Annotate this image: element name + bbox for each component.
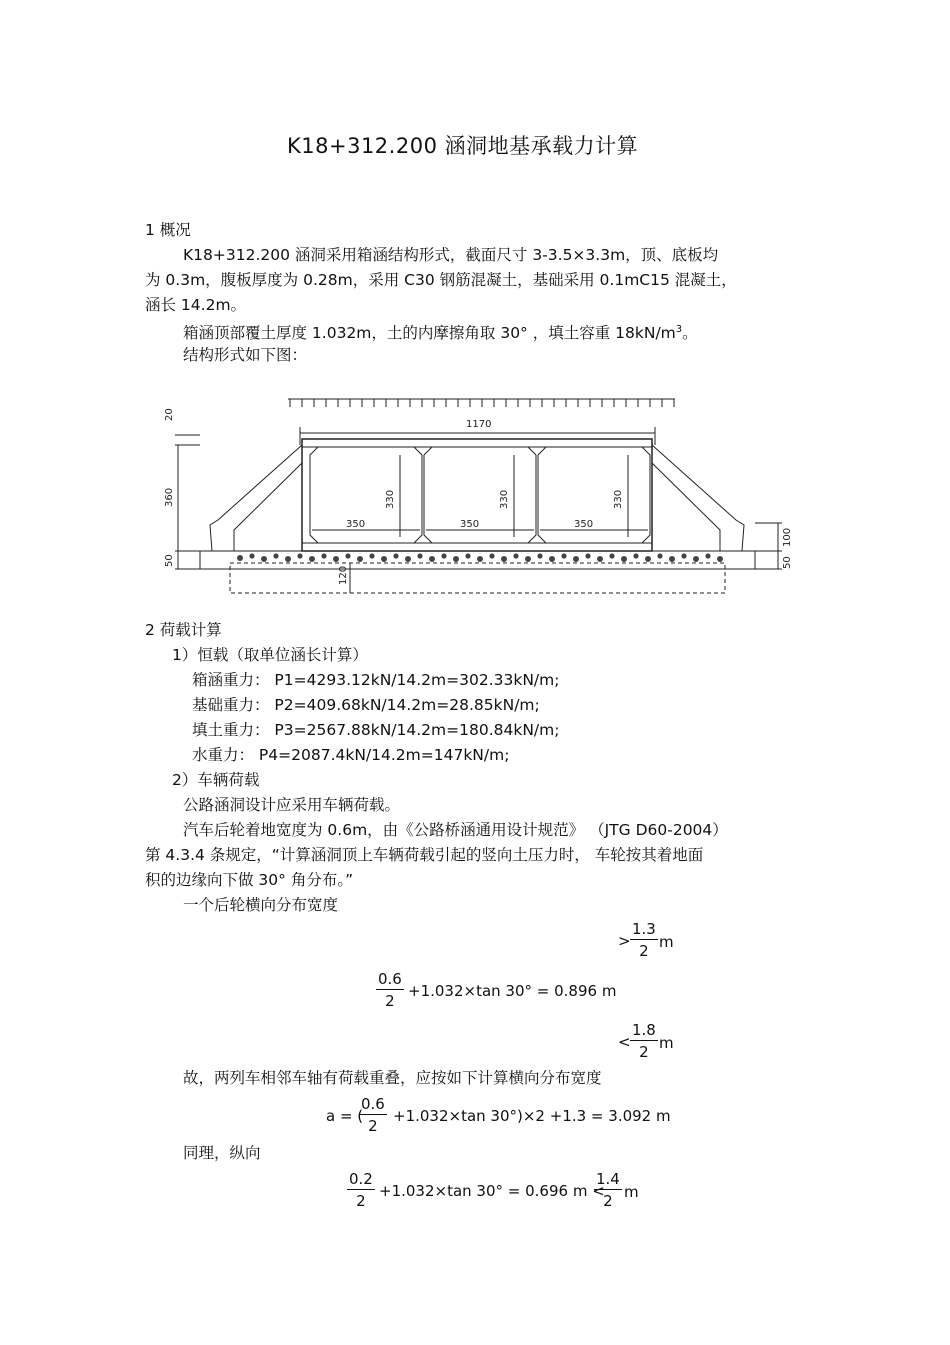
eq1-unit: m	[659, 1034, 674, 1052]
section1-paragraph-line: 涵长 14.2m。	[145, 296, 247, 314]
eq1-lt: <	[618, 1033, 631, 1051]
eq3-numerator: 1.4	[596, 1170, 620, 1188]
overlap-line: 故，两列车相邻车轴有荷载重叠，应按如下计算横向分布宽度	[183, 1069, 602, 1087]
dim-label-50-left: 50	[164, 554, 175, 567]
dim-label-total: 1170	[466, 419, 492, 430]
eq2-prefix: a = (	[326, 1107, 364, 1125]
eq1-fraction-a	[630, 920, 658, 960]
longitudinal-line: 同理，纵向	[183, 1144, 261, 1162]
load-p2: 基础重力： P2=409.68kN/14.2m=28.85kN/m;	[192, 696, 540, 714]
wing-wall-left	[210, 445, 302, 551]
cell-left	[310, 447, 422, 543]
eq3-numerator: 0.2	[349, 1170, 373, 1188]
eq1-fraction-b	[376, 970, 404, 1010]
eq1-numerator: 1.3	[632, 920, 656, 938]
eq2-numerator: 0.6	[361, 1095, 385, 1113]
eq3-denominator: 2	[603, 1192, 613, 1210]
dim-label-360: 360	[164, 487, 175, 507]
vehicle-line: 一个后轮横向分布宽度	[183, 896, 339, 914]
section1-paragraph-line: K18+312.200 涵洞采用箱涵结构形式，截面尺寸 3-3.5×3.3m，顶、底板均	[183, 246, 719, 264]
dead-load-heading: 1）恒载（取单位涵长计算）	[172, 646, 368, 664]
eq3-fraction-2	[594, 1170, 622, 1210]
vehicle-line: 汽车后轮着地宽度为 0.6m，由《公路桥涵通用设计规范》 （JTG D60-2004）	[183, 821, 728, 839]
eq1-denominator: 2	[639, 1043, 649, 1061]
eq2-body: +1.032×tan 30°)×2 +1.3 = 3.092 m	[393, 1107, 671, 1125]
dim-label-100: 100	[782, 527, 793, 547]
vehicle-line: 公路涵洞设计应采用车辆荷载。	[183, 796, 401, 814]
culvert-cross-section-drawing	[150, 375, 800, 610]
eq1-fraction-c	[630, 1021, 658, 1061]
eq3-fraction	[347, 1170, 375, 1210]
eq3-body: +1.032×tan 30° = 0.696 m <	[379, 1182, 605, 1200]
eq1-numerator: 1.8	[632, 1021, 656, 1039]
section1-soil-line	[183, 320, 698, 343]
ground-hatch	[290, 399, 674, 407]
page-title: K18+312.200 涵洞地基承载力计算	[287, 134, 639, 158]
dim-label-cell-width: 350	[460, 519, 480, 530]
wing-wall-right	[652, 445, 744, 551]
vehicle-load-heading: 2）车辆荷载	[172, 771, 260, 789]
dim-label-20: 20	[164, 408, 175, 421]
load-p3: 填土重力： P3=2567.88kN/14.2m=180.84kN/m;	[192, 721, 560, 739]
eq1-gt: >	[618, 932, 631, 950]
dim-label-cell-width: 350	[346, 519, 366, 530]
load-p4: 水重力： P4=2087.4kN/14.2m=147kN/m;	[192, 746, 510, 764]
eq2-fraction	[359, 1095, 387, 1135]
section1-figure-intro: 结构形式如下图：	[183, 346, 308, 364]
vehicle-line: 积的边缘向下做 30° 角分布。”	[145, 871, 354, 889]
cell-middle	[424, 447, 536, 543]
section2-heading: 2 荷载计算	[145, 621, 222, 639]
soil-text: 箱涵顶部覆土厚度 1.032m，土的内摩擦角取 30° ，填土容重 18kN/m	[183, 324, 676, 343]
section1-heading: 1 概况	[145, 221, 191, 239]
eq1-numerator: 0.6	[378, 970, 402, 988]
eq3-unit: m	[624, 1183, 639, 1201]
gravel-bedding	[237, 553, 723, 562]
load-p1: 箱涵重力： P1=4293.12kN/14.2m=302.33kN/m;	[192, 671, 560, 689]
box-culvert-outline	[302, 439, 652, 551]
eq1-body: +1.032×tan 30° = 0.896 m	[408, 982, 617, 1000]
cell-right	[538, 447, 650, 543]
dim-label-50-right: 50	[782, 556, 793, 569]
soil-text-end: 。	[682, 324, 698, 343]
dim-label-cell-height: 330	[499, 489, 510, 509]
foundation-dashed	[230, 563, 725, 593]
eq1-unit: m	[659, 933, 674, 951]
eq3-denominator: 2	[356, 1192, 366, 1210]
eq1-denominator: 2	[385, 992, 395, 1010]
section1-paragraph-line: 为 0.3m，腹板厚度为 0.28m，采用 C30 钢筋混凝土，基础采用 0.1mC15 混凝土，	[145, 271, 737, 289]
dim-label-cell-height: 330	[613, 489, 624, 509]
eq1-denominator: 2	[639, 942, 649, 960]
dim-label-cell-height: 330	[385, 489, 396, 509]
unit-superscript: 3	[675, 324, 683, 335]
vehicle-line: 第 4.3.4 条规定，“计算涵洞顶上车辆荷载引起的竖向土压力时， 车轮按其着地面	[145, 846, 704, 864]
dim-label-120: 120	[338, 565, 349, 585]
eq2-denominator: 2	[368, 1117, 378, 1135]
dim-label-cell-width: 350	[574, 519, 594, 530]
